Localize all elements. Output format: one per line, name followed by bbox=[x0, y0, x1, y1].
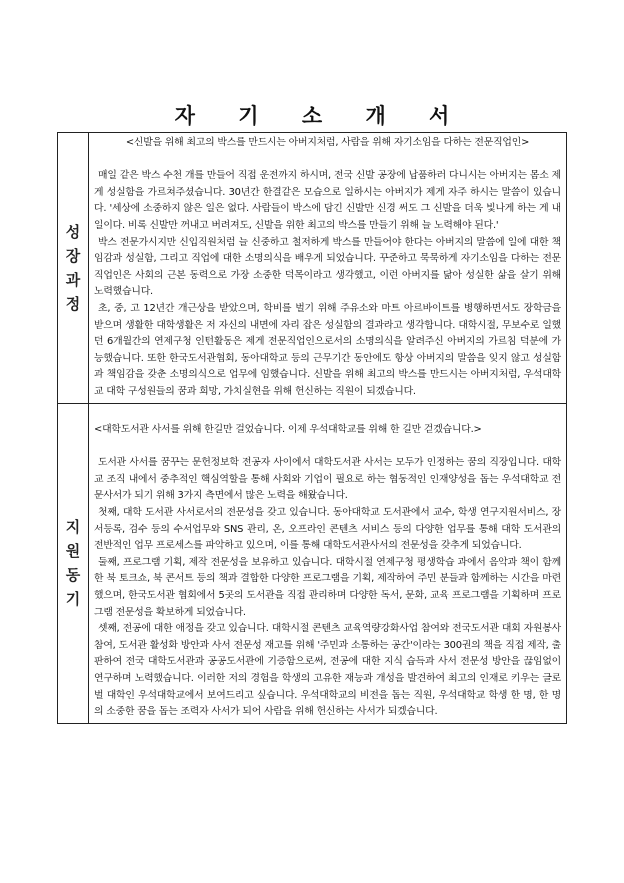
section-content-motivation bbox=[89, 403, 567, 723]
section-label-growth bbox=[58, 133, 89, 404]
document-title: 자 기 소 개 서 bbox=[174, 104, 468, 128]
section-growth bbox=[58, 133, 567, 404]
paragraph: 매일 같은 박스 수천 개를 만들어 직접 운전까지 하시며, 전국 신발 공장에 납품하러 다니시는 아버지는 몸소 제게 성실함을 가르쳐주셨습니다. 30년간 한결같은 모습으로 일하시는 아버지가 제게 자주 하시는 말씀이 있습니다. '세상에 소중하지 않은 일은 없다. 사람들이 박스에 담긴 신발만 신경 써도 그 신발을 더욱 빛나게 하는 게 내 일이다. 비록 신발만 꺼내고 버려져도, 신발을 위한 최고의 박스를 만들기 위해 늘 노력해야 된다.' bbox=[94, 170, 561, 231]
label-char: 지 bbox=[65, 518, 81, 537]
label-char: 정 bbox=[65, 294, 81, 313]
label-char: 동 bbox=[65, 566, 81, 585]
label-char: 장 bbox=[65, 246, 81, 265]
paragraph: 박스 전문가시지만 신입직원처럼 늘 신중하고 철저하게 박스를 만들어야 한다는 아버지의 말씀에 일에 대한 책임감과 성실함, 그리고 직업에 대한 소명의식을 배우게 되었습니다. 꾸준하고 묵묵하게 자기소임을 다하는 전문 직업인은 사회의 근본 동력으로 가장 소중한 덕목이라고 생각했고, 이런 아버지를 닮아 성실한 삶을 살기 위해 노력했습니다. bbox=[94, 236, 561, 298]
paragraph: 첫째, 대학 도서관 사서로서의 전문성을 갖고 있습니다. 동아대학교 도서관에서 교수, 학생 연구지원서비스, 장서등록, 검수 등의 수서업무와 SNS 관리, 온, 오프라인 콘텐츠 서비스 등의 다양한 업무를 통해 대학 도서관의 전반적인 업무 프로세스를 파악하고 있으며, 이를 통해 대학도서관사서의 전문성을 갖추게 되었습니다. bbox=[94, 507, 561, 552]
paragraph: 셋째, 전공에 대한 애정을 갖고 있습니다. 대학시절 콘텐츠 교육역량강화사업 참여와 전국도서관 대회 자원봉사 참여, 도서관 활성화 방안과 사서 전문성 재고를 위해 '주민과 소통하는 공간'이라는 300권의 책을 직접 제작, 출판하여 전국 대학도서관과 공공도서관에 기증함으로써, 전공에 대한 지식 습득과 사서 전문성 방안을 끊임없이 연구하며 노력했습니다. 이러한 저의 경험을 학생의 고유한 재능과 개성을 발견하여 최고의 인재로 키우는 글로벌 대학인 우석대학교에서 보여드리고 싶습니다. 우석대학교의 비전을 돕는 직원, 우석대학교 학생 한 명, 한 명의 소중한 꿈을 돕는 조력자 사서가 되어 사람을 위해 헌신하는 사서가 되겠습니다. bbox=[94, 623, 561, 718]
section-label-motivation bbox=[58, 403, 89, 723]
label-char: 성 bbox=[65, 222, 81, 241]
section-content-growth bbox=[89, 133, 567, 404]
label-char: 기 bbox=[65, 590, 81, 609]
blank-line bbox=[94, 406, 561, 423]
self-introduction-form bbox=[57, 132, 567, 724]
blank-line bbox=[94, 439, 561, 456]
paragraph: 초, 중, 고 12년간 개근상을 받았으며, 학비를 벌기 위해 주유소와 마트 아르바이트를 병행하면서도 장학금을 받으며 생활한 대학생활은 저 자신의 내면에 자리 잡은 성실함의 결과라고 생각합니다. 대학시절, 무보수로 일했던 6개월간의 연제구청 인턴활동은 제게 전문직업인으로서의 소명의식을 알려주신 아버지의 가르침 덕분에 가능했습니다. 또한 한국도서관협회, 동아대학교 등의 근무기간 동안에도 항상 아버지의 말씀을 잊지 않고 성실함과 책임감을 갖춘 소명의식으로 업무에 임했습니다. 신발을 위해 최고의 박스를 만드시는 아버지처럼, 우석대학교 대학 구성원들의 꿈과 희망, 가치실현을 위해 헌신하는 직원이 되겠습니다. bbox=[94, 302, 561, 397]
section-motivation bbox=[58, 403, 567, 723]
label-char: 과 bbox=[65, 270, 81, 289]
section-heading: <대학도서관 사서를 위해 한길만 걸었습니다. 이제 우석대학교를 위해 한 길만 걷겠습니다.> bbox=[94, 424, 482, 436]
paragraph: 둘째, 프로그램 기획, 제작 전문성을 보유하고 있습니다. 대학시절 연제구청 평생학습 과에서 음악과 책이 함께한 북 토크쇼, 북 콘서트 등의 책과 결합한 다양한 프로그램을 기획, 제작하여 주민 분들과 함께하는 시간을 마련했으며, 한국도서관 협회에서 5곳의 도서관을 직접 관리하며 다양한 독서, 문화, 교육 프로그램을 기획하며 프로그램 전문성을 확보하게 되었습니다. bbox=[94, 556, 561, 618]
section-heading: <신발을 위해 최고의 박스를 만드시는 아버지처럼, 사람을 위해 자기소임을 다하는 전문직업인> bbox=[125, 137, 530, 148]
label-char: 원 bbox=[65, 542, 81, 561]
blank-line bbox=[94, 152, 561, 169]
paragraph: 도서관 사서를 꿈꾸는 문헌정보학 전공자 사이에서 대학도서관 사서는 모두가 인정하는 꿈의 직장입니다. 대학교 조직 내에서 중추적인 핵심역할을 통해 사회와 기업이 필요로 하는 협동적인 인재양성을 돕는 우석대학교 전문사서가 되기 위해 3가지 측면에서 많은 노력을 해왔습니다. bbox=[94, 457, 561, 502]
